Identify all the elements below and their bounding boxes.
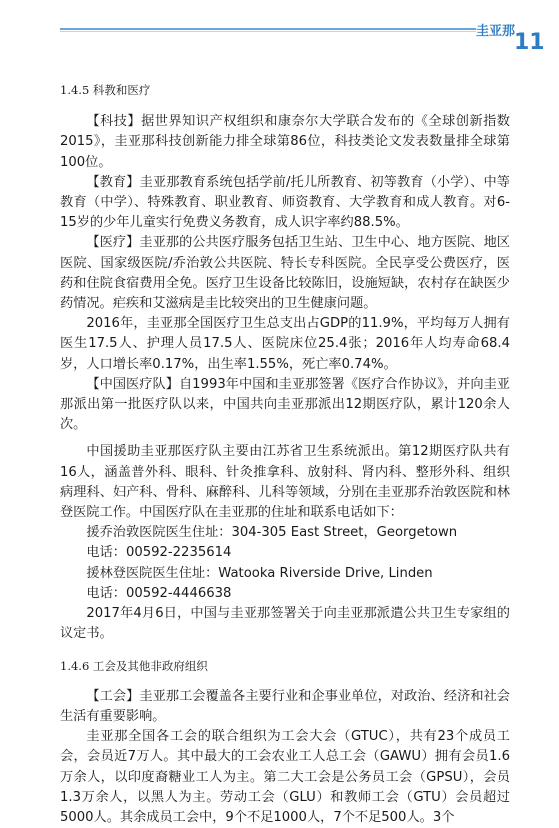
contact-line: 援乔治敦医院医生住址：304-305 East Street，Georgetown — [86, 525, 458, 541]
page-body — [60, 80, 510, 828]
contact-line: 电话：00592-4446638 — [86, 585, 232, 601]
paragraph: 【工会】圭亚那工会覆盖各主要行业和企事业单位，对政治、经济和社会生活有重要影响。 — [60, 688, 510, 724]
header-country: 圭亚那 — [476, 24, 516, 39]
header-divider — [60, 28, 476, 30]
paragraph: 【中国医疗队】自1993年中国和圭亚那签署《医疗合作协议》，并向圭亚那派出第一批医疗队以来，中国共向圭亚那派出12期医疗队，累计120余人次。 — [60, 376, 510, 433]
contact-line: 援林登医院医生住址：Watooka Riverside Drive, Linden — [86, 565, 433, 581]
paragraph: 2016年，圭亚那全国医疗卫生总支出占GDP的11.9%，平均每万人拥有医生17.5人、护理人员17.5人、医院床位25.4张；2016年人均寿命68.4岁，人口增长率0.17%，出生率1.55%，死亡率0.74%。 — [60, 316, 510, 372]
section-title: 1.4.6 工会及其他非政府组织 — [60, 659, 208, 674]
paragraph: 2017年4月6日，中国与圭亚那签署关于向圭亚那派遣公共卫生专家组的议定书。 — [60, 606, 510, 642]
paragraph: 【教育】圭亚那教育系统包括学前/托儿所教育、初等教育（小学）、中等教育（中学）、特殊教育、职业教育、师资教育、大学教育和成人教育。对6-15岁的少年儿童实行免费义务教育，成人识字率约88.5%。 — [60, 174, 510, 231]
contact-line: 电话：00592-2235614 — [86, 545, 232, 561]
header-divider-thin — [60, 31, 476, 32]
paragraph: 【医疗】圭亚那的公共医疗服务包括卫生站、卫生中心、地方医院、地区医院、国家级医院/乔治敦公共医院、特长专科医院。全民享受公费医疗，医药和住院食宿费用全免。医疗卫生设备比较陈旧，设施短缺，农村存在缺医少药情况。疟疾和艾滋病是圭比较突出的卫生健康问题。 — [60, 235, 510, 312]
section-title: 1.4.5 科教和医疗 — [60, 83, 151, 97]
paragraph: 【科技】据世界知识产权组织和康奈尔大学联合发布的《全球创新指数2015》，圭亚那科技创新能力排全球第86位，科技类论文发表数量排全球第100位。 — [60, 114, 510, 170]
paragraph: 圭亚那全国各工会的联合组织为工会大会（GTUC），共有23个成员工会，会员近7万人。其中最大的工会农业工人总工会（GAWU）拥有会员1.6万余人，以印度裔糖业工人为主。第二大工会是公务员工会（GPSU），会员1.3万余人，以黑人为主。劳动工会（GLU）和教师工会（GTU）会员超过5000人。其余成员工会中，9个不足1000人，7个不足500人。3个 — [60, 729, 510, 825]
paragraph: 中国援助圭亚那医疗队主要由江苏省卫生系统派出。第12期医疗队共有16人，涵盖普外科、眼科、针灸推拿科、放射科、肾内科、整形外科、组织病理科、妇产科、骨科、麻醉科、儿科等领域，分别在圭亚那乔治敦医院和林登医院工作。中国医疗队在圭亚那的住址和联系电话如下： — [60, 444, 510, 521]
page-header — [0, 0, 559, 55]
page-number: 11 — [514, 30, 545, 55]
